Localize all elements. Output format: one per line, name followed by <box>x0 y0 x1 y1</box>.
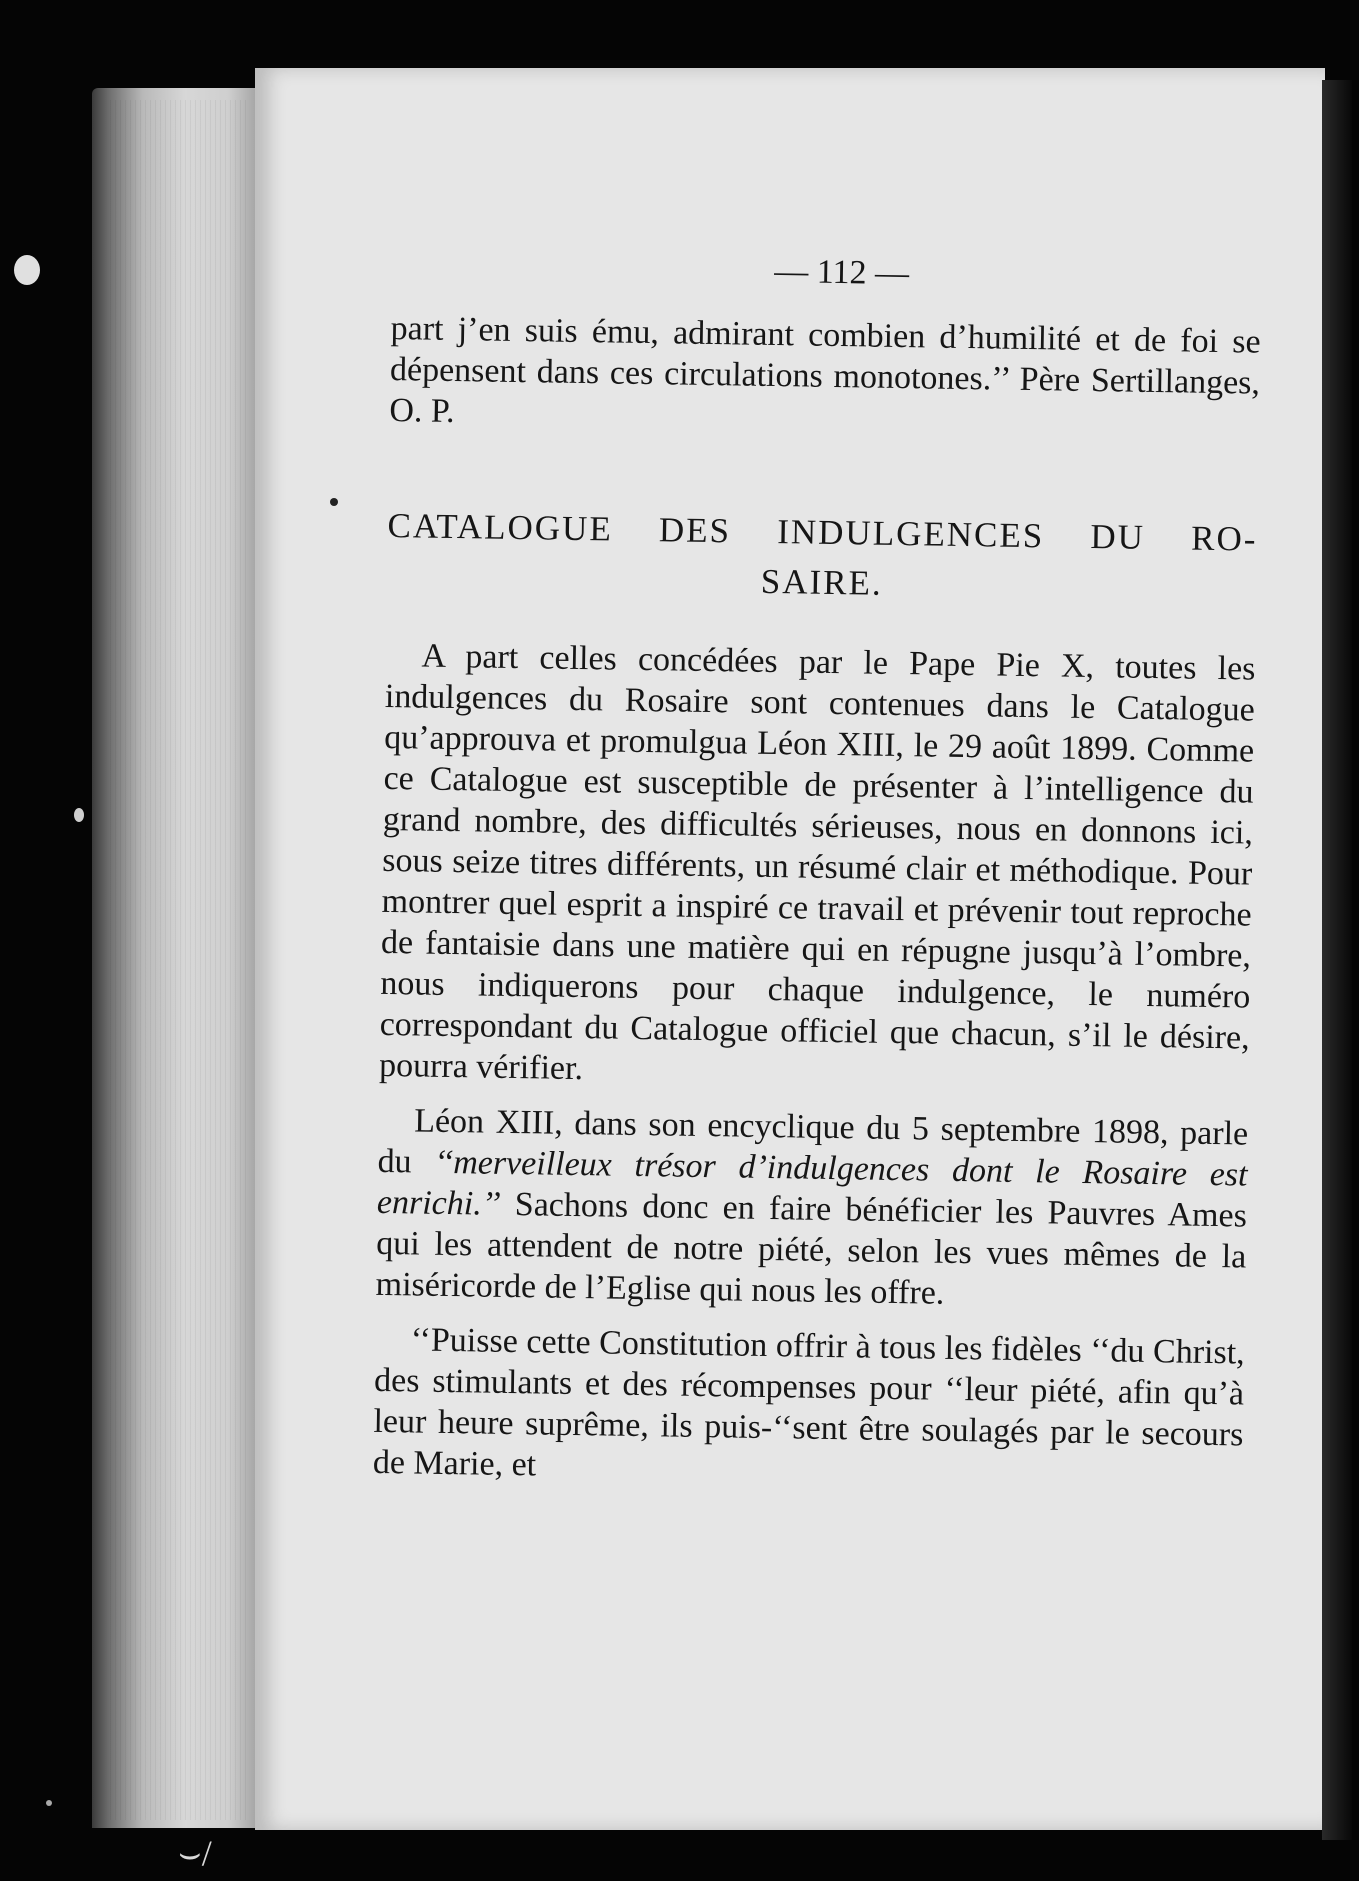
paragraph-encyclique <box>375 1100 1248 1319</box>
paragraph-encyclique-start: Léon XIII, dans son encyclique du 5 septembre 1898, parle du <box>377 1102 1249 1181</box>
paragraph-catalogue: A part celles concédées par le Pape Pie X, toutes les indulgences du Rosaire sont contenues dans le Catalogue qu’approuva et promulgua Léon XIII, le 29 août 1899. Comme ce Catalogue est susceptible de présenter à l’intelligence du grand nombre, des difficultés sérieuses, nous en donnons ici, sous seize titres différents, un résumé clair et méthodique. Pour montrer quel esprit a inspiré ce travail et prévenir tout reproche de fantaisie dans une matière qui en répugne jusqu’à l’ombre, nous indiquerons pour chaque indulgence, le numéro correspondant du Catalogue officiel que chacun, s’il le désire, pourra vérifier. <box>378 637 1256 1088</box>
paragraph-constitution: ‘‘Puisse cette Constitution offrir à tous les fidèles ‘‘du Christ, des stimulants et des récompenses pour ‘‘leur piété, afin qu’à leur heure suprême, ils puis-‘‘sent être soulagés par le secours de Marie, et <box>372 1321 1245 1484</box>
scan-speck <box>330 498 338 506</box>
paragraph-encyclique-end: Sachons donc en faire bénéficier les Pauvres Ames qui les attendent de notre piété, selon les vues mêmes de la miséricorde de l’Eglise qui nous les offre. <box>375 1185 1248 1312</box>
page-right-shadow <box>1322 80 1352 1840</box>
page-number: — 112 — <box>773 253 910 293</box>
opening-paragraph: part j’en suis ému, admirant combien d’humilité et de foi se dépensent dans ces circulations monotones.’’ Père Sertillanges, O. P. <box>389 309 1261 431</box>
section-heading <box>386 501 1257 615</box>
heading-line-2: SAIRE. <box>760 561 883 603</box>
scan-speck <box>46 1800 52 1806</box>
scan-speck <box>14 255 40 285</box>
heading-line-1: CATALOGUE DES INDULGENCES DU RO- <box>387 505 1258 559</box>
encyclique-quote: ‘‘merveilleux trésor d’indulgences dont le Rosaire est enrichi.’’ <box>376 1143 1248 1223</box>
page-edge-lines <box>110 100 250 1820</box>
page-text <box>373 245 1262 1497</box>
scan-mark: ⌣/ <box>178 1833 212 1873</box>
scan-speck <box>74 808 84 822</box>
